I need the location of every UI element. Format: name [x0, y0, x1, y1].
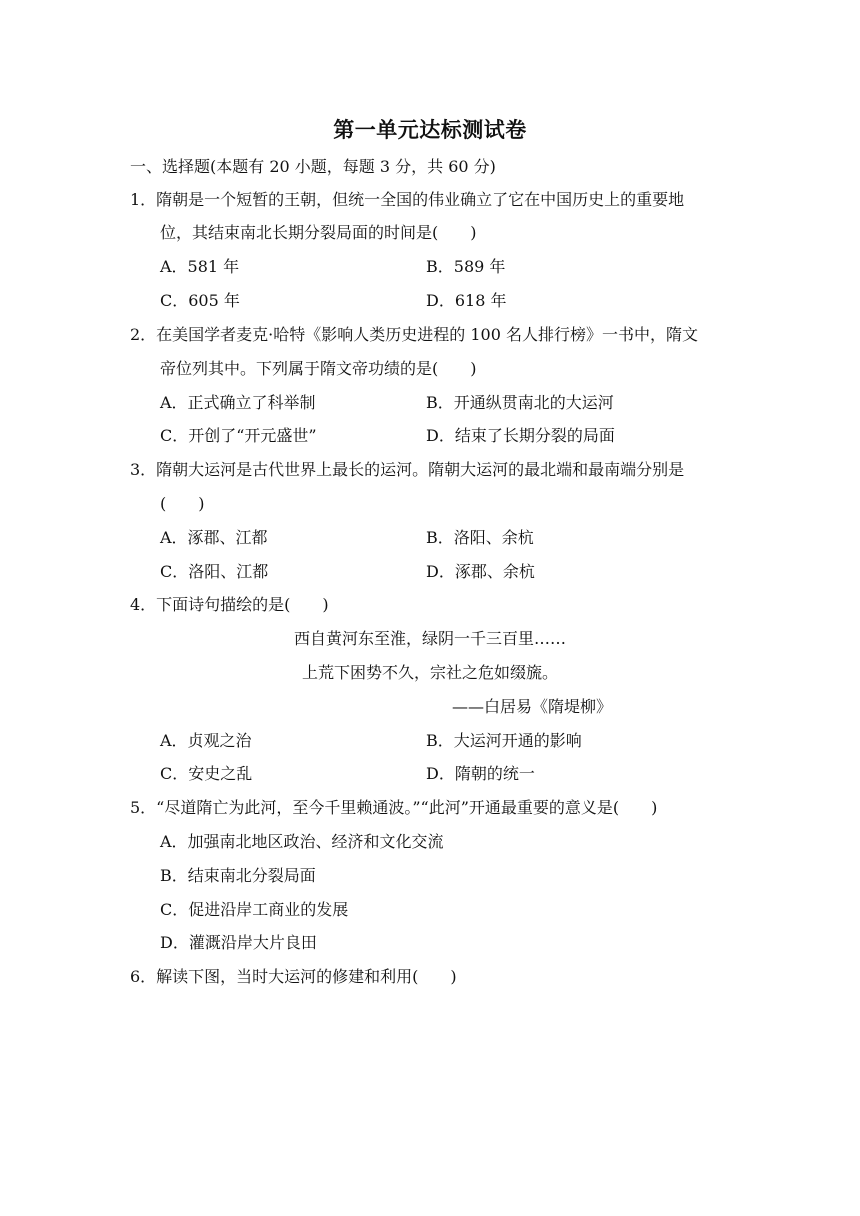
- question-6-stem-line-1: 6．解读下图，当时大运河的修建和利用( ): [130, 967, 457, 986]
- question-1-option-a: A．581 年: [160, 257, 240, 276]
- question-3-option-d: D．涿郡、余杭: [426, 562, 535, 581]
- question-4-poem-line-1: 西自黄河东至淮，绿阴一千三百里……: [293, 629, 566, 648]
- question-2-stem-line-1: 2．在美国学者麦克·哈特《影响人类历史进程的 100 名人排行榜》一书中，隋文: [130, 325, 698, 344]
- question-4-option-c: C．安史之乱: [160, 764, 253, 783]
- question-4-poem-line-2: 上荒下困势不久，宗社之危如缀旒。: [301, 663, 558, 682]
- question-3-option-c: C．洛阳、江都: [160, 562, 269, 581]
- question-4-poem-attribution: ——白居易《隋堤柳》: [452, 697, 613, 716]
- question-3-option-b: B．洛阳、余杭: [426, 528, 534, 547]
- question-2-option-d: D．结束了长期分裂的局面: [426, 426, 615, 445]
- question-5-option-d: D．灌溉沿岸大片良田: [160, 933, 317, 952]
- question-1-option-b: B．589 年: [426, 257, 506, 276]
- question-3-stem-line-1: 3．隋朝大运河是古代世界上最长的运河。隋朝大运河的最北端和最南端分别是: [130, 460, 685, 479]
- question-4-option-d: D．隋朝的统一: [426, 764, 535, 783]
- page-title: 第一单元达标测试卷: [333, 118, 527, 142]
- question-2-option-c: C．开创了“开元盛世”: [160, 426, 317, 445]
- question-1-option-d: D．618 年: [426, 291, 507, 310]
- question-2-option-b: B．开通纵贯南北的大运河: [426, 393, 614, 412]
- question-4-option-b: B．大运河开通的影响: [426, 731, 582, 750]
- question-5-option-b: B．结束南北分裂局面: [160, 866, 316, 885]
- question-4-option-a: A．贞观之治: [160, 731, 252, 750]
- question-4-stem-line-1: 4．下面诗句描绘的是( ): [130, 595, 329, 614]
- question-5-option-c: C．促进沿岸工商业的发展: [160, 900, 349, 919]
- question-3-option-a: A．涿郡、江都: [160, 528, 268, 547]
- question-5-stem-line-1: 5．“尽道隋亡为此河，至今千里赖通波。”“此河”开通最重要的意义是( ): [130, 798, 658, 817]
- question-1-stem-line-1: 1．隋朝是一个短暂的王朝，但统一全国的伟业确立了它在中国历史上的重要地: [130, 190, 685, 209]
- question-1-stem-line-2: 位，其结束南北长期分裂局面的时间是( ): [160, 223, 477, 242]
- section-heading: 一、选择题(本题有 20 小题，每题 3 分，共 60 分): [130, 157, 496, 176]
- question-1-option-c: C．605 年: [160, 291, 240, 310]
- question-2-option-a: A．正式确立了科举制: [160, 393, 316, 412]
- question-3-stem-line-2: ( ): [160, 494, 205, 513]
- question-2-stem-line-2: 帝位列其中。下列属于隋文帝功绩的是( ): [160, 359, 477, 378]
- question-5-option-a: A．加强南北地区政治、经济和文化交流: [160, 832, 444, 851]
